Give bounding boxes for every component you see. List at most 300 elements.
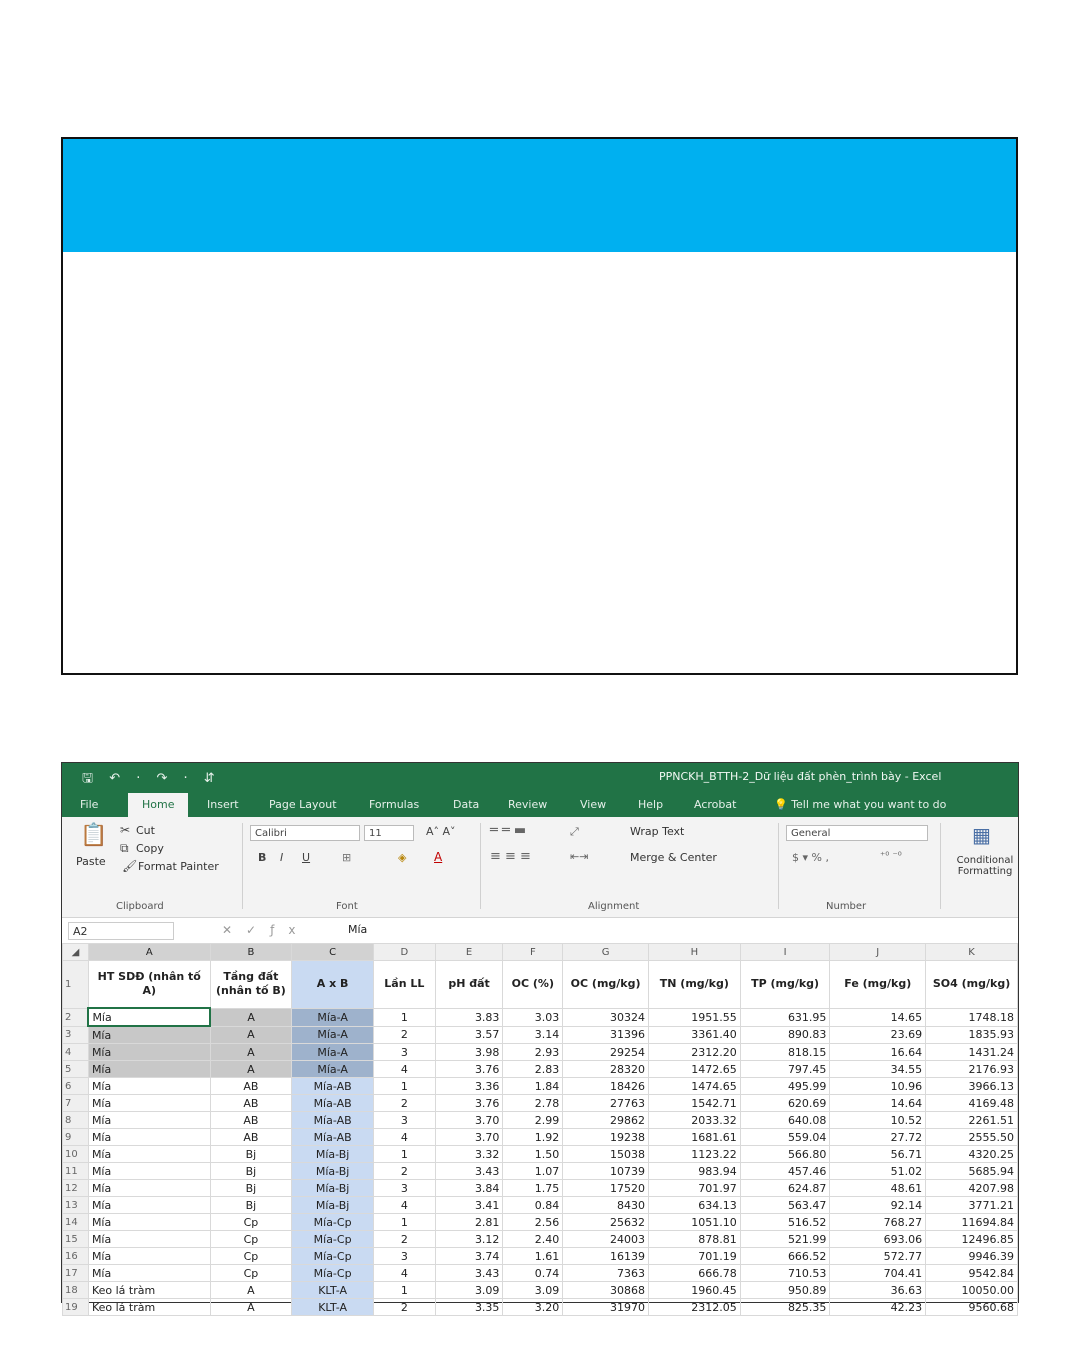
cell[interactable]: 797.45 bbox=[740, 1061, 830, 1078]
table-row bbox=[63, 1146, 1018, 1163]
cell[interactable]: A bbox=[210, 1026, 292, 1044]
cell[interactable]: 495.99 bbox=[740, 1078, 830, 1095]
font-group-label: Font bbox=[336, 901, 358, 912]
conditional-formatting-button[interactable]: Conditional Formatting bbox=[956, 855, 1014, 877]
cell[interactable]: 14.64 bbox=[830, 1095, 926, 1112]
tab-formulas[interactable]: Formulas bbox=[369, 798, 420, 811]
cut-icon[interactable]: ✂ bbox=[120, 823, 131, 837]
cell[interactable]: KLT-A bbox=[292, 1299, 374, 1316]
cell[interactable]: 768.27 bbox=[830, 1214, 926, 1231]
clipboard-group-label: Clipboard bbox=[116, 901, 164, 912]
cell[interactable]: 3.70 bbox=[435, 1129, 503, 1146]
cell[interactable]: KLT-A bbox=[292, 1282, 374, 1299]
ribbon-tabs bbox=[62, 791, 1018, 817]
cell[interactable]: 3.76 bbox=[435, 1061, 503, 1078]
row-header[interactable]: 3 bbox=[63, 1026, 89, 1044]
cell[interactable]: 2 bbox=[373, 1299, 435, 1316]
quick-access-toolbar[interactable]: 🖫 ↶ · ↷ · ⇵ bbox=[82, 771, 221, 786]
cell[interactable]: Mía bbox=[88, 1044, 210, 1061]
cell[interactable]: 5685.94 bbox=[926, 1163, 1018, 1180]
cell[interactable]: 51.02 bbox=[830, 1163, 926, 1180]
cell[interactable]: 27.72 bbox=[830, 1129, 926, 1146]
header-cell[interactable]: TN (mg/kg) bbox=[648, 961, 740, 1009]
row-header[interactable]: 10 bbox=[63, 1146, 89, 1163]
cell[interactable]: 2 bbox=[373, 1163, 435, 1180]
cell[interactable]: 92.14 bbox=[830, 1197, 926, 1214]
cell[interactable]: A bbox=[210, 1061, 292, 1078]
cell[interactable]: Mía-AB bbox=[292, 1078, 374, 1095]
cell[interactable]: 9542.84 bbox=[926, 1265, 1018, 1282]
copy-button[interactable]: Copy bbox=[136, 842, 164, 855]
cell[interactable]: 12496.85 bbox=[926, 1231, 1018, 1248]
cell[interactable]: Mía-Cp bbox=[292, 1248, 374, 1265]
column-header-j[interactable]: J bbox=[830, 944, 926, 961]
cell[interactable]: Mía bbox=[88, 1146, 210, 1163]
row-header[interactable]: 15 bbox=[63, 1231, 89, 1248]
cell[interactable]: Mía bbox=[88, 1197, 210, 1214]
tab-data[interactable]: Data bbox=[453, 798, 480, 811]
cell[interactable]: Mía bbox=[88, 1061, 210, 1078]
cell[interactable]: Mía bbox=[88, 1129, 210, 1146]
cell[interactable]: Mía-A bbox=[292, 1008, 374, 1026]
cell[interactable]: 9560.68 bbox=[926, 1299, 1018, 1316]
cell[interactable]: 7363 bbox=[563, 1265, 649, 1282]
decimal-places-icon[interactable]: ⁺⁰ ⁻⁰ bbox=[880, 851, 902, 862]
cell[interactable]: 10.96 bbox=[830, 1078, 926, 1095]
cell[interactable]: A bbox=[210, 1282, 292, 1299]
cell[interactable]: Mía-AB bbox=[292, 1112, 374, 1129]
row-header[interactable]: 19 bbox=[63, 1299, 89, 1316]
row-header[interactable]: 16 bbox=[63, 1248, 89, 1265]
cell[interactable]: 3.83 bbox=[435, 1008, 503, 1026]
currency-percent-icon[interactable]: $ ▾ % , bbox=[792, 851, 829, 864]
font-size-select[interactable]: 11 bbox=[364, 825, 414, 841]
cell[interactable]: 2312.20 bbox=[648, 1044, 740, 1061]
cell[interactable]: 710.53 bbox=[740, 1265, 830, 1282]
cell[interactable]: 1123.22 bbox=[648, 1146, 740, 1163]
cell[interactable]: 634.13 bbox=[648, 1197, 740, 1214]
cell[interactable]: 2.78 bbox=[503, 1095, 563, 1112]
tab-page-layout[interactable]: Page Layout bbox=[269, 798, 337, 811]
formula-input[interactable]: Mía bbox=[348, 923, 368, 936]
cell[interactable]: Mía-Bj bbox=[292, 1146, 374, 1163]
table-row bbox=[63, 1095, 1018, 1112]
cut-button[interactable]: Cut bbox=[136, 824, 155, 837]
cell[interactable]: 2261.51 bbox=[926, 1112, 1018, 1129]
bold-icon[interactable]: B bbox=[258, 851, 267, 864]
wrap-text-button[interactable]: Wrap Text bbox=[630, 825, 685, 838]
cell[interactable]: 3 bbox=[373, 1180, 435, 1197]
cell[interactable]: 1835.93 bbox=[926, 1026, 1018, 1044]
tell-me-search[interactable]: 💡 Tell me what you want to do bbox=[774, 798, 947, 811]
cell[interactable]: 878.81 bbox=[648, 1231, 740, 1248]
cell[interactable]: 624.87 bbox=[740, 1180, 830, 1197]
row-header[interactable]: 1 bbox=[63, 961, 89, 1009]
cell[interactable]: Mía bbox=[88, 1163, 210, 1180]
cell[interactable]: 3.20 bbox=[503, 1299, 563, 1316]
font-color-icon[interactable]: A bbox=[434, 850, 443, 864]
cell[interactable]: 1474.65 bbox=[648, 1078, 740, 1095]
header-cell[interactable]: HT SDĐ (nhân tố A) bbox=[88, 961, 210, 1009]
header-row bbox=[63, 961, 1018, 1009]
cell[interactable]: 4 bbox=[373, 1197, 435, 1214]
header-cell[interactable]: TP (mg/kg) bbox=[740, 961, 830, 1009]
cell[interactable]: AB bbox=[210, 1095, 292, 1112]
cell[interactable]: Mía-Bj bbox=[292, 1163, 374, 1180]
cell[interactable]: Keo lá tràm bbox=[88, 1299, 210, 1316]
cell[interactable]: 3 bbox=[373, 1044, 435, 1061]
column-header-d[interactable]: D bbox=[373, 944, 435, 961]
cell[interactable]: 950.89 bbox=[740, 1282, 830, 1299]
row-header[interactable]: 18 bbox=[63, 1282, 89, 1299]
cell[interactable]: 1542.71 bbox=[648, 1095, 740, 1112]
cell[interactable]: 2.99 bbox=[503, 1112, 563, 1129]
cell[interactable]: 1 bbox=[373, 1282, 435, 1299]
column-header-h[interactable]: H bbox=[648, 944, 740, 961]
cell[interactable]: Keo lá tràm bbox=[88, 1282, 210, 1299]
cell[interactable]: Cp bbox=[210, 1214, 292, 1231]
cell[interactable]: Cp bbox=[210, 1231, 292, 1248]
select-all-corner[interactable]: ◢ bbox=[63, 944, 89, 961]
underline-icon[interactable]: U bbox=[302, 851, 311, 864]
cell[interactable]: Mía bbox=[88, 1078, 210, 1095]
cell[interactable]: 2033.32 bbox=[648, 1112, 740, 1129]
cell[interactable]: 1.84 bbox=[503, 1078, 563, 1095]
cell[interactable]: 3.09 bbox=[435, 1282, 503, 1299]
header-cell[interactable]: Lần LL bbox=[373, 961, 435, 1009]
cell[interactable]: 31396 bbox=[563, 1026, 649, 1044]
cell[interactable]: 2.81 bbox=[435, 1214, 503, 1231]
cell[interactable]: 27763 bbox=[563, 1095, 649, 1112]
cell[interactable]: 4320.25 bbox=[926, 1146, 1018, 1163]
cell[interactable]: 48.61 bbox=[830, 1180, 926, 1197]
cell[interactable]: Bj bbox=[210, 1197, 292, 1214]
column-header-c[interactable]: C bbox=[292, 944, 374, 961]
cell[interactable]: 1.75 bbox=[503, 1180, 563, 1197]
cell[interactable]: 16139 bbox=[563, 1248, 649, 1265]
cell[interactable]: 3.98 bbox=[435, 1044, 503, 1061]
font-name-select[interactable]: Calibri bbox=[250, 825, 360, 841]
cell[interactable]: Mía bbox=[88, 1248, 210, 1265]
cell[interactable]: Mía-Cp bbox=[292, 1214, 374, 1231]
cell[interactable]: Mía-A bbox=[292, 1044, 374, 1061]
cell[interactable]: 572.77 bbox=[830, 1248, 926, 1265]
cell[interactable]: 0.74 bbox=[503, 1265, 563, 1282]
cell[interactable]: 3.35 bbox=[435, 1299, 503, 1316]
borders-icon[interactable]: ⊞ bbox=[342, 851, 352, 864]
row-header[interactable]: 11 bbox=[63, 1163, 89, 1180]
cell[interactable]: 563.47 bbox=[740, 1197, 830, 1214]
cell[interactable]: 31970 bbox=[563, 1299, 649, 1316]
merge-center-button[interactable]: Merge & Center bbox=[630, 851, 717, 864]
cell[interactable]: 30324 bbox=[563, 1008, 649, 1026]
column-header-e[interactable]: E bbox=[435, 944, 503, 961]
row-header[interactable]: 2 bbox=[63, 1008, 89, 1026]
cell[interactable]: 2176.93 bbox=[926, 1061, 1018, 1078]
number-format-select[interactable]: General bbox=[786, 825, 928, 841]
cell[interactable]: 3.12 bbox=[435, 1231, 503, 1248]
cell[interactable]: 8430 bbox=[563, 1197, 649, 1214]
cell[interactable]: 28320 bbox=[563, 1061, 649, 1078]
cell[interactable]: 1.07 bbox=[503, 1163, 563, 1180]
row-header[interactable]: 4 bbox=[63, 1044, 89, 1061]
cell[interactable]: 10.52 bbox=[830, 1112, 926, 1129]
cell[interactable]: Mía bbox=[88, 1180, 210, 1197]
cell[interactable]: Mía bbox=[88, 1026, 210, 1044]
table-row bbox=[63, 1180, 1018, 1197]
cell[interactable]: 3 bbox=[373, 1248, 435, 1265]
cell[interactable]: Mía bbox=[88, 1112, 210, 1129]
cell[interactable]: 42.23 bbox=[830, 1299, 926, 1316]
cell[interactable]: 3.70 bbox=[435, 1112, 503, 1129]
cell[interactable]: Mía-Cp bbox=[292, 1265, 374, 1282]
row-header[interactable]: 5 bbox=[63, 1061, 89, 1078]
cell[interactable]: Mía-AB bbox=[292, 1129, 374, 1146]
indent-icon[interactable]: ⇤⇥ bbox=[570, 850, 589, 863]
table-row bbox=[63, 1214, 1018, 1231]
table-row bbox=[63, 1163, 1018, 1180]
cell[interactable]: 818.15 bbox=[740, 1044, 830, 1061]
cell[interactable]: 1681.61 bbox=[648, 1129, 740, 1146]
cell[interactable]: 631.95 bbox=[740, 1008, 830, 1026]
cell[interactable]: 0.84 bbox=[503, 1197, 563, 1214]
cell[interactable]: 3771.21 bbox=[926, 1197, 1018, 1214]
ribbon-divider bbox=[778, 823, 779, 909]
cell[interactable]: 10050.00 bbox=[926, 1282, 1018, 1299]
tab-insert[interactable]: Insert bbox=[207, 798, 239, 811]
cell[interactable]: 693.06 bbox=[830, 1231, 926, 1248]
copy-icon[interactable]: ⧉ bbox=[120, 841, 129, 855]
cell[interactable]: 1 bbox=[373, 1146, 435, 1163]
cell[interactable]: 457.46 bbox=[740, 1163, 830, 1180]
align-top-icon[interactable]: ═ ═ ▬ bbox=[490, 823, 527, 838]
cell[interactable]: 704.41 bbox=[830, 1265, 926, 1282]
cell[interactable]: 3.03 bbox=[503, 1008, 563, 1026]
cell[interactable]: 3.57 bbox=[435, 1026, 503, 1044]
cell[interactable]: 15038 bbox=[563, 1146, 649, 1163]
cell[interactable]: 2555.50 bbox=[926, 1129, 1018, 1146]
cell[interactable]: 34.55 bbox=[830, 1061, 926, 1078]
cell[interactable]: 640.08 bbox=[740, 1112, 830, 1129]
cell[interactable]: Mía bbox=[88, 1214, 210, 1231]
row-header[interactable]: 8 bbox=[63, 1112, 89, 1129]
cell[interactable]: 701.19 bbox=[648, 1248, 740, 1265]
cell[interactable]: 516.52 bbox=[740, 1214, 830, 1231]
cell[interactable]: 3.09 bbox=[503, 1282, 563, 1299]
cell[interactable]: Mía bbox=[88, 1008, 210, 1026]
cell[interactable]: 18426 bbox=[563, 1078, 649, 1095]
cell[interactable]: 4 bbox=[373, 1265, 435, 1282]
cell[interactable]: 3.36 bbox=[435, 1078, 503, 1095]
cell[interactable]: 1 bbox=[373, 1214, 435, 1231]
cell[interactable]: 1431.24 bbox=[926, 1044, 1018, 1061]
column-header-a[interactable]: A bbox=[88, 944, 210, 961]
cell[interactable]: 11694.84 bbox=[926, 1214, 1018, 1231]
tab-acrobat[interactable]: Acrobat bbox=[694, 798, 737, 811]
cell[interactable]: 825.35 bbox=[740, 1299, 830, 1316]
cell[interactable]: A bbox=[210, 1008, 292, 1026]
header-cell[interactable]: A x B bbox=[292, 961, 374, 1009]
row-header[interactable]: 6 bbox=[63, 1078, 89, 1095]
cell[interactable]: 1.92 bbox=[503, 1129, 563, 1146]
column-header-i[interactable]: I bbox=[740, 944, 830, 961]
tab-view[interactable]: View bbox=[580, 798, 607, 811]
cell[interactable]: 4207.98 bbox=[926, 1180, 1018, 1197]
cell[interactable]: 1960.45 bbox=[648, 1282, 740, 1299]
cell[interactable]: 1951.55 bbox=[648, 1008, 740, 1026]
formula-bar-icons[interactable]: ✕✓ƒx bbox=[222, 923, 310, 937]
number-group-label: Number bbox=[826, 901, 867, 912]
cell[interactable]: 29862 bbox=[563, 1112, 649, 1129]
cell[interactable]: 19238 bbox=[563, 1129, 649, 1146]
cell[interactable]: Bj bbox=[210, 1180, 292, 1197]
italic-icon[interactable]: I bbox=[280, 851, 284, 864]
cell[interactable]: 9946.39 bbox=[926, 1248, 1018, 1265]
cell[interactable]: 2.83 bbox=[503, 1061, 563, 1078]
grow-shrink-font-icon[interactable]: A˄ A˅ bbox=[426, 825, 456, 838]
cell[interactable]: A bbox=[210, 1299, 292, 1316]
cell[interactable]: 521.99 bbox=[740, 1231, 830, 1248]
cell[interactable]: Mía-Bj bbox=[292, 1180, 374, 1197]
cell[interactable]: 23.69 bbox=[830, 1026, 926, 1044]
cell[interactable]: 3966.13 bbox=[926, 1078, 1018, 1095]
cell[interactable]: 16.64 bbox=[830, 1044, 926, 1061]
cell[interactable]: 1748.18 bbox=[926, 1008, 1018, 1026]
cell[interactable]: 1.61 bbox=[503, 1248, 563, 1265]
format-painter-button[interactable]: Format Painter bbox=[138, 860, 219, 873]
cell[interactable]: 30868 bbox=[563, 1282, 649, 1299]
cell[interactable]: 4 bbox=[373, 1129, 435, 1146]
column-header-g[interactable]: G bbox=[563, 944, 649, 961]
row-header[interactable]: 12 bbox=[63, 1180, 89, 1197]
cell[interactable]: 1051.10 bbox=[648, 1214, 740, 1231]
cell[interactable]: 1.50 bbox=[503, 1146, 563, 1163]
cell[interactable]: 2 bbox=[373, 1095, 435, 1112]
cell[interactable]: 566.80 bbox=[740, 1146, 830, 1163]
cell[interactable]: AB bbox=[210, 1078, 292, 1095]
cell[interactable]: 10739 bbox=[563, 1163, 649, 1180]
fill-color-icon[interactable]: ◈ bbox=[398, 851, 407, 864]
cell[interactable]: AB bbox=[210, 1112, 292, 1129]
cell[interactable]: Mía-A bbox=[292, 1061, 374, 1078]
cell[interactable]: 3.43 bbox=[435, 1163, 503, 1180]
paste-button[interactable]: Paste bbox=[76, 855, 106, 868]
cell[interactable]: 701.97 bbox=[648, 1180, 740, 1197]
cell[interactable]: 17520 bbox=[563, 1180, 649, 1197]
cell[interactable]: Bj bbox=[210, 1146, 292, 1163]
cell[interactable]: Mía-AB bbox=[292, 1095, 374, 1112]
cell[interactable]: 3.41 bbox=[435, 1197, 503, 1214]
cell[interactable]: 3.74 bbox=[435, 1248, 503, 1265]
cell[interactable]: 2.93 bbox=[503, 1044, 563, 1061]
cell[interactable]: Mía bbox=[88, 1095, 210, 1112]
tab-file[interactable]: File bbox=[80, 798, 99, 811]
tab-review[interactable]: Review bbox=[508, 798, 548, 811]
cell[interactable]: 2.56 bbox=[503, 1214, 563, 1231]
table-row bbox=[63, 1129, 1018, 1146]
formula-bar bbox=[62, 918, 1018, 945]
cell[interactable]: 25632 bbox=[563, 1214, 649, 1231]
header-cell[interactable]: pH đất bbox=[435, 961, 503, 1009]
row-header[interactable]: 17 bbox=[63, 1265, 89, 1282]
cell[interactable]: 559.04 bbox=[740, 1129, 830, 1146]
column-header-f[interactable]: F bbox=[503, 944, 563, 961]
cell[interactable]: 3.32 bbox=[435, 1146, 503, 1163]
cell[interactable]: Bj bbox=[210, 1163, 292, 1180]
cell[interactable]: 3.84 bbox=[435, 1180, 503, 1197]
cell[interactable]: 2.40 bbox=[503, 1231, 563, 1248]
cell[interactable]: Mía bbox=[88, 1265, 210, 1282]
align-center-icon[interactable]: ≡ ≡ ≡ bbox=[490, 849, 531, 864]
cell[interactable]: 620.69 bbox=[740, 1095, 830, 1112]
cell[interactable]: Mía bbox=[88, 1231, 210, 1248]
header-cell[interactable]: Tầng đất (nhân tố B) bbox=[210, 961, 292, 1009]
name-box[interactable]: A2 bbox=[68, 922, 174, 940]
cell[interactable]: 3.76 bbox=[435, 1095, 503, 1112]
cell[interactable]: Mía-Bj bbox=[292, 1197, 374, 1214]
cell[interactable]: 24003 bbox=[563, 1231, 649, 1248]
orientation-icon[interactable]: ⤢ bbox=[570, 825, 579, 838]
table-row bbox=[63, 1299, 1018, 1316]
column-header-k[interactable]: K bbox=[926, 944, 1018, 961]
row-header[interactable]: 13 bbox=[63, 1197, 89, 1214]
header-cell[interactable]: Fe (mg/kg) bbox=[830, 961, 926, 1009]
cell[interactable]: 1472.65 bbox=[648, 1061, 740, 1078]
cell[interactable]: 4 bbox=[373, 1061, 435, 1078]
cell[interactable]: 666.52 bbox=[740, 1248, 830, 1265]
cell[interactable]: 29254 bbox=[563, 1044, 649, 1061]
cell[interactable]: 2 bbox=[373, 1231, 435, 1248]
cell[interactable]: 2 bbox=[373, 1026, 435, 1044]
header-cell[interactable]: OC (%) bbox=[503, 961, 563, 1009]
cell[interactable]: 36.63 bbox=[830, 1282, 926, 1299]
cell[interactable]: 983.94 bbox=[648, 1163, 740, 1180]
table-row bbox=[63, 1044, 1018, 1061]
tab-help[interactable]: Help bbox=[638, 798, 664, 811]
cell[interactable]: Cp bbox=[210, 1248, 292, 1265]
cell[interactable]: 3 bbox=[373, 1112, 435, 1129]
cell[interactable]: 1 bbox=[373, 1078, 435, 1095]
cell[interactable]: 890.83 bbox=[740, 1026, 830, 1044]
row-header[interactable]: 9 bbox=[63, 1129, 89, 1146]
column-header-b[interactable]: B bbox=[210, 944, 292, 961]
cell[interactable]: 14.65 bbox=[830, 1008, 926, 1026]
row-header[interactable]: 14 bbox=[63, 1214, 89, 1231]
format-painter-icon[interactable]: 🖌 bbox=[122, 859, 138, 873]
cell[interactable]: AB bbox=[210, 1129, 292, 1146]
cell[interactable]: 2312.05 bbox=[648, 1299, 740, 1316]
conditional-formatting-icon[interactable]: ▦ bbox=[972, 823, 991, 847]
tab-home[interactable]: Home bbox=[128, 793, 188, 817]
cell[interactable]: Cp bbox=[210, 1265, 292, 1282]
cell[interactable]: Mía-Cp bbox=[292, 1231, 374, 1248]
header-cell[interactable]: OC (mg/kg) bbox=[563, 961, 649, 1009]
cell[interactable]: A bbox=[210, 1044, 292, 1061]
cell[interactable]: 3.43 bbox=[435, 1265, 503, 1282]
cell[interactable]: 1 bbox=[373, 1008, 435, 1026]
paste-icon[interactable]: 📋 bbox=[80, 823, 108, 848]
cell[interactable]: 56.71 bbox=[830, 1146, 926, 1163]
cell[interactable]: 666.78 bbox=[648, 1265, 740, 1282]
cell[interactable]: Mía-A bbox=[292, 1026, 374, 1044]
ribbon-divider bbox=[940, 823, 941, 909]
cell[interactable]: 3361.40 bbox=[648, 1026, 740, 1044]
cell[interactable]: 3.14 bbox=[503, 1026, 563, 1044]
header-cell[interactable]: SO4 (mg/kg) bbox=[926, 961, 1018, 1009]
table-row bbox=[63, 1197, 1018, 1214]
row-header[interactable]: 7 bbox=[63, 1095, 89, 1112]
cell[interactable]: 4169.48 bbox=[926, 1095, 1018, 1112]
